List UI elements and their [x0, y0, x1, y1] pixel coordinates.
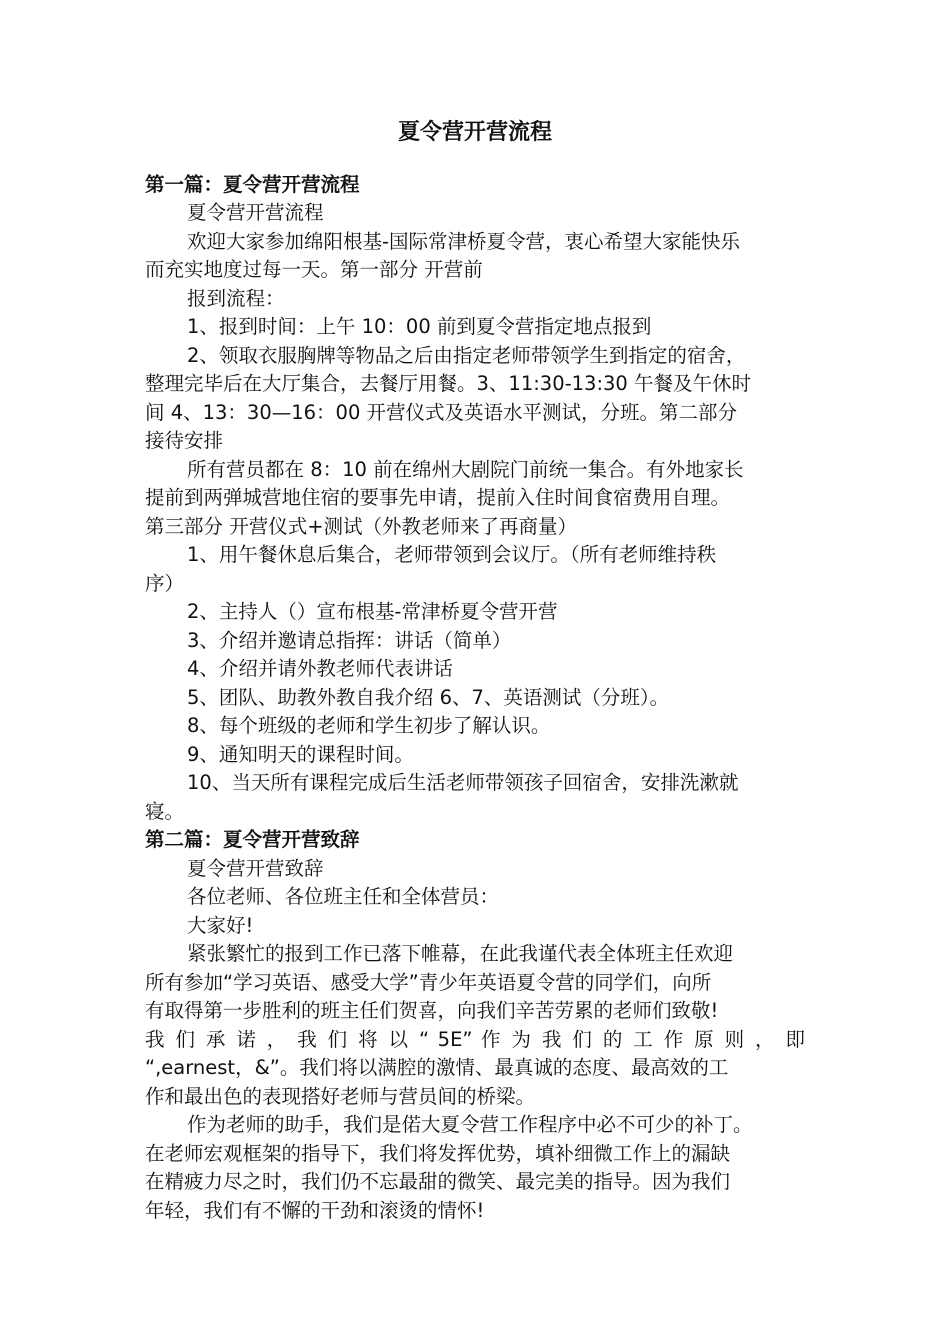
paragraph-line: 夏令营开营致辞 — [187, 857, 324, 880]
paragraph-line: 有取得第一步胜利的班主任们贺喜，向我们辛苦劳累的老师们致敬! — [145, 999, 719, 1022]
paragraph-line: 我 们 承 诺 ， 我 们 将 以 “ 5E” 作 为 我 们 的 工 作 原 则 ， 即 — [145, 1028, 805, 1051]
paragraph-line: 作为老师的助手，我们是偌大夏令营工作程序中必不可少的补丁。 — [187, 1113, 753, 1136]
paragraph-line: 2、领取衣服胸牌等物品之后由指定老师带领学生到指定的宿舍， — [187, 344, 746, 367]
section-heading-1: 第一篇：夏令营开营流程 — [145, 173, 360, 196]
paragraph-line: 夏令营开营流程 — [187, 201, 324, 224]
paragraph-line: 1、报到时间：上午 10：00 前到夏令营指定地点报到 — [187, 315, 652, 338]
section-heading-2: 第二篇：夏令营开营致辞 — [145, 828, 360, 851]
paragraph-line: “,earnest，&”。我们将以满腔的激情、最真诚的态度、最高效的工 — [145, 1056, 729, 1079]
paragraph-line: 在老师宏观框架的指导下，我们将发挥优势，填补细微工作上的漏缺 — [145, 1142, 731, 1165]
paragraph-line: 在精疲力尽之时，我们仍不忘最甜的微笑、最完美的指导。因为我们 — [145, 1170, 731, 1193]
paragraph-line: 10、当天所有课程完成后生活老师带领孩子回宿舍，安排洗漱就 — [187, 771, 739, 794]
paragraph-line: 大家好! — [187, 914, 254, 937]
paragraph-line: 1、用午餐休息后集合，老师带领到会议厅。（所有老师维持秩 — [187, 543, 717, 566]
paragraph-line: 而充实地度过每一天。第一部分 开营前 — [145, 258, 483, 281]
paragraph-line: 5、团队、助教外教自我介绍 6、7、英语测试（分班）。 — [187, 686, 670, 709]
paragraph-line: 3、介绍并邀请总指挥：讲话（简单） — [187, 629, 512, 652]
paragraph-line: 紧张繁忙的报到工作已落下帷幕，在此我谨代表全体班主任欢迎 — [187, 942, 734, 965]
paragraph-line: 4、介绍并请外教老师代表讲话 — [187, 657, 453, 680]
paragraph-line: 提前到两弹城营地住宿的要事先申请，提前入住时间食宿费用自理。 — [145, 486, 731, 509]
paragraph-line: 间 4、13：30—16：00 开营仪式及英语水平测试，分班。第二部分 — [145, 401, 738, 424]
paragraph-line: 第三部分 开营仪式+测试（外教老师来了再商量） — [145, 515, 578, 538]
paragraph-line: 整理完毕后在大厅集合，去餐厅用餐。3、11:30-13:30 午餐及午休时 — [145, 372, 752, 395]
paragraph-line: 欢迎大家参加绵阳根基-国际常津桥夏令营，衷心希望大家能快乐 — [187, 230, 741, 253]
document-title: 夏令营开营流程 — [397, 120, 552, 145]
paragraph-line: 报到流程： — [187, 287, 285, 310]
paragraph-line: 作和最出色的表现搭好老师与营员间的桥梁。 — [145, 1085, 536, 1108]
paragraph-line: 各位老师、各位班主任和全体营员： — [187, 885, 500, 908]
paragraph-line: 所有营员都在 8：10 前在绵州大剧院门前统一集合。有外地家长 — [187, 458, 744, 481]
paragraph-line: 接待安排 — [145, 429, 224, 452]
paragraph-line: 序） — [145, 572, 185, 595]
paragraph-line: 2、主持人（）宣布根基-常津桥夏令营开营 — [187, 600, 558, 623]
paragraph-line: 9、通知明天的课程时间。 — [187, 743, 414, 766]
paragraph-line: 所有参加“学习英语、感受大学”青少年英语夏令营的同学们，向所 — [145, 971, 712, 994]
paragraph-line: 寝。 — [145, 800, 185, 823]
paragraph-line: 8、每个班级的老师和学生初步了解认识。 — [187, 714, 551, 737]
paragraph-line: 年轻，我们有不懈的干劲和滚烫的情怀! — [145, 1199, 485, 1222]
